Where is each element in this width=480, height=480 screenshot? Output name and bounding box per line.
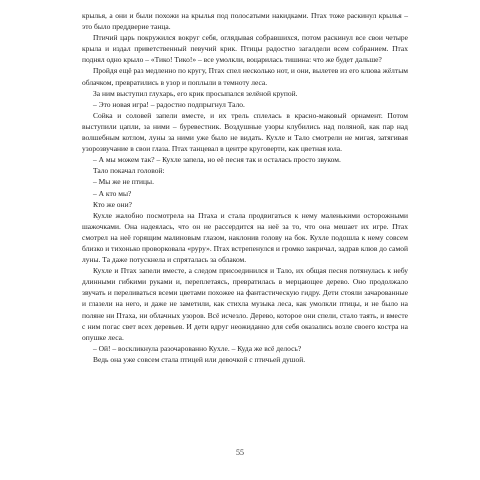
dialogue-line: – А мы можем так? – Кухле запела, но её песня так и осталась просто звуком.: [93, 155, 341, 165]
paragraph: Пройдя ещё раз медленно по кругу, Птах спел несколько нот, и они, вылетев из его клюва жёлтым облачком, превратились в узор и поплыли в темноту леса.: [82, 66, 408, 87]
dialogue-line: – Это новая игра! – радостно подпрыгнул Тало.: [93, 99, 245, 109]
body-text: [82, 10, 408, 365]
paragraph: Ведь она уже совсем стала птицей или девочкой с птичьей душой.: [93, 354, 306, 364]
page-number: 55: [236, 448, 244, 457]
paragraph: крылья, а они и были похожи на крылья под полосатыми накидками. Птах тоже раскинул крылья – это было преддверие танца.: [82, 11, 408, 32]
paragraph: За ним выступил глухарь, его крик просыпался зелёной крупой.: [93, 88, 298, 98]
dialogue-line: – Мы же не птицы.: [93, 177, 154, 187]
dialogue-line: – А кто мы?: [93, 188, 132, 198]
dialogue-line: – Ой! – воскликнула разочарованно Кухле. – Куда же всё делось?: [93, 343, 302, 353]
paragraph: Сойка и соловей запели вместе, и их трель сплелась в красно-маковый орнамент. Потом выступили цапли, за ними – буревестник. Воздушные узоры клубились над поляной, как пар над волшебным котлом, луны за ними уже было не видать. Кухле и Тало смотрели не мигая, затягивая узорозвучание в свои глаза. Птах танцевал в центре круговерти, как цветная юла.: [82, 110, 408, 154]
paragraph: Птичий царь покружился вокруг себя, оглядывая собравшихся, потом раскинул все свои четыре крыла и издал приветственный певучий крик. Птицы радостно загалдели всем собранием. Птах поднял одно крыло – «Тико! Тико!» – все умолкли, воцарилась тишина: что же будет дальше?: [82, 33, 408, 65]
paragraph: Тало покачал головой:: [93, 166, 165, 176]
paragraph: Кухле жалобно посмотрела на Птаха и стала продвигаться к нему маленькими осторожными шажочками. Она надеялась, что он не рассердится на неё за то, что она мешает их игре. Птах смотрел на неё горящим малиновым глазом, наклонив голову на бок. Кухле подошла к нему совсем близко и тихонько проворковала «руру». Птах встрепенулся и громко закричал, задрав клюв до самой луны. Та даже потускнела и спряталась за облаком.: [82, 210, 408, 265]
paragraph: Кухле и Птах запели вместе, а следом присоединился и Тало, их общая песня потянулась к небу длинными гибкими руками и, переплетаясь, превратилась в мерцающее дерево. Оно продолжало звучать и переливаться всеми цветами похожее на фантастическую гидру. Дети стояли зачарованные и глазели на него, и даже не заметили, как стихла музыка леса, как умолкли птицы, и не было на поляне ни Птаха, ни облачных узоров. Всё исчезло. Дерево, которое они спели, стало таять, и вместе с ним погас свет всех деревьев. И дети вдруг неожиданно для себя оказались возле своего костра на опушке леса.: [82, 266, 408, 342]
paragraph: Кто же они?: [93, 199, 132, 209]
